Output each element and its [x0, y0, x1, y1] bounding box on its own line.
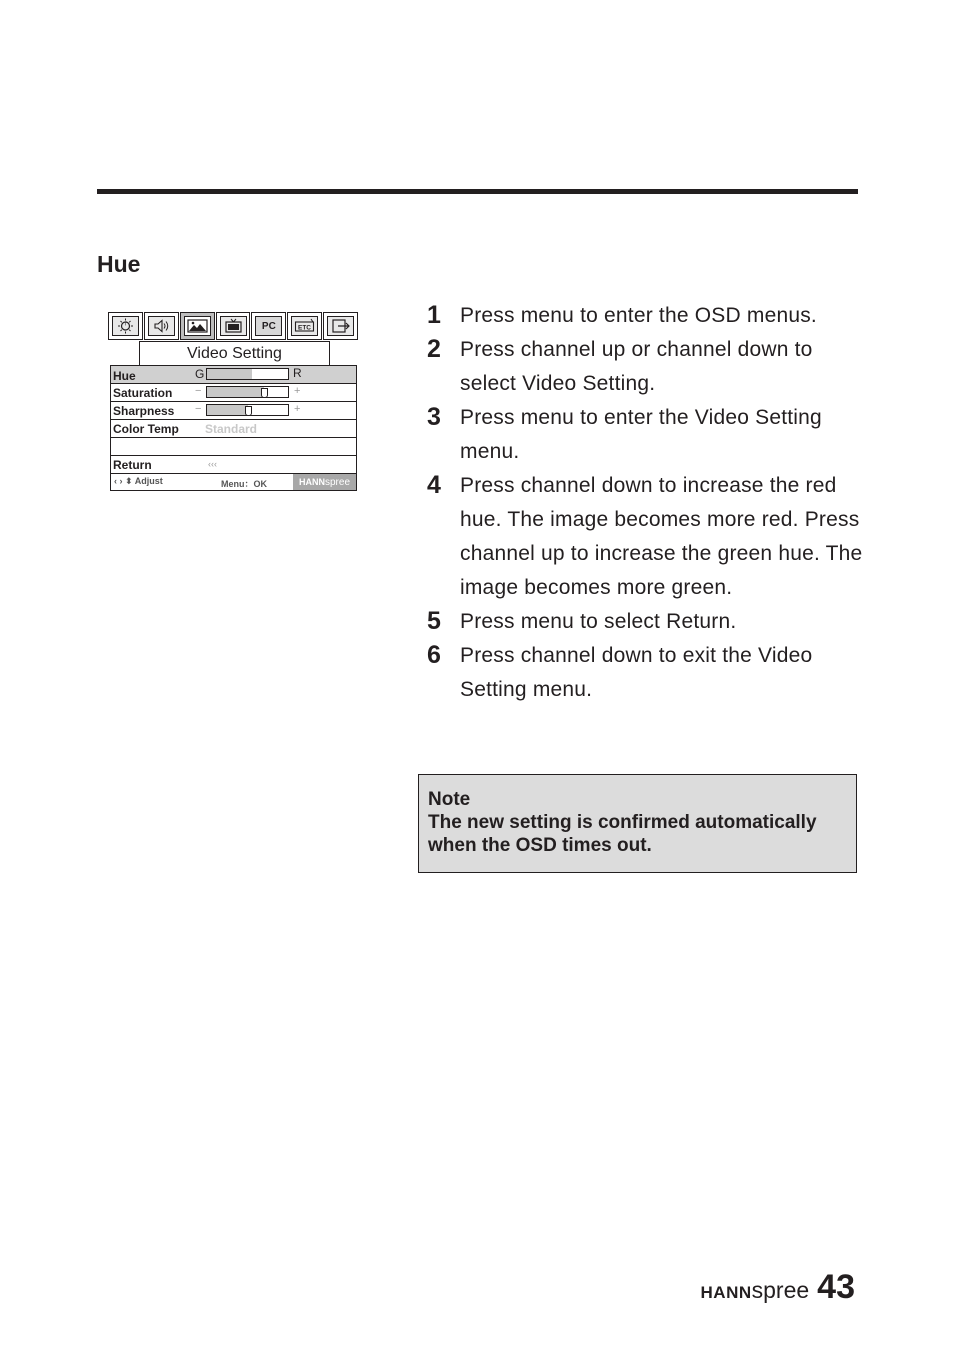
- sharpness-slider-fill: [207, 405, 248, 415]
- step-number: 1: [427, 301, 442, 329]
- video-setting-icon: [186, 318, 209, 334]
- osd-footer-adjust: [114, 476, 163, 487]
- step-number: 6: [427, 641, 442, 669]
- step-text: Press menu to select Return.: [460, 610, 737, 633]
- adjust-arrows-icon: ‹ › ⬍: [114, 476, 133, 486]
- etc-icon: [293, 318, 316, 334]
- note-box: [418, 774, 857, 873]
- top-rule: [97, 189, 858, 194]
- saturation-slider[interactable]: [206, 386, 289, 398]
- pc-icon: PC: [261, 320, 276, 332]
- osd-tab-tv[interactable]: [216, 312, 251, 340]
- hue-green-label: G: [195, 367, 205, 381]
- osd-tab-audio[interactable]: [144, 312, 179, 340]
- step-text: Press menu to enter the OSD menus.: [460, 304, 817, 327]
- osd-row-return[interactable]: [111, 456, 356, 474]
- step-item: [427, 401, 867, 469]
- osd-brand-bold: HANN: [298, 477, 325, 487]
- step-item: [427, 639, 867, 707]
- return-arrows-icon: ‹‹‹: [208, 459, 217, 469]
- step-text: Press channel down to exit the Video Setting menu.: [460, 644, 813, 701]
- page-number: 43: [817, 1268, 855, 1306]
- sharpness-plus: +: [294, 403, 301, 415]
- saturation-thumb[interactable]: [261, 388, 268, 398]
- step-item: [427, 299, 867, 333]
- step-text: Press menu to enter the Video Setting menu.: [460, 406, 822, 463]
- sharpness-thumb[interactable]: [245, 406, 252, 416]
- adjust-label: Adjust: [134, 476, 163, 486]
- step-number: 5: [427, 607, 442, 635]
- step-item: [427, 469, 867, 605]
- return-label: Return: [113, 458, 152, 472]
- steps-list: [427, 299, 867, 707]
- osd-icon-bar: [108, 312, 358, 340]
- step-item: [427, 333, 867, 401]
- osd-row-color-temp[interactable]: [111, 420, 356, 438]
- note-title: Note: [428, 789, 471, 810]
- osd-row-sharpness[interactable]: [111, 402, 356, 420]
- saturation-plus: +: [294, 385, 301, 397]
- osd-brand-logo: [293, 474, 356, 490]
- section-title: Hue: [97, 251, 141, 277]
- sharpness-slider[interactable]: [206, 404, 289, 416]
- hue-slider-fill: [207, 369, 252, 379]
- tv-icon: [222, 318, 245, 334]
- osd-footer: [111, 474, 356, 490]
- osd-settings-table: [110, 365, 357, 491]
- step-item: [427, 605, 867, 639]
- brand-bold: HANN: [700, 1283, 752, 1302]
- osd-footer-menu-ok: Menu：OK: [221, 479, 267, 489]
- osd-brand-light: spree: [324, 477, 350, 488]
- step-number: 2: [427, 335, 442, 363]
- etc-label: ETC: [298, 324, 312, 332]
- exit-icon: [329, 318, 352, 334]
- osd-row-saturation[interactable]: [111, 384, 356, 402]
- color-temp-value: Standard: [205, 422, 258, 436]
- saturation-slider-fill: [207, 387, 264, 397]
- audio-icon: [150, 318, 173, 334]
- osd-tab-brightness[interactable]: [108, 312, 143, 340]
- osd-row-hue[interactable]: [111, 366, 356, 384]
- brand-light: spree: [751, 1277, 810, 1303]
- osd-tab-pc[interactable]: [251, 312, 286, 340]
- hue-red-label: R: [293, 366, 302, 380]
- osd-title: Video Setting: [139, 341, 330, 365]
- note-body: The new setting is confirmed automatically when the OSD times out.: [428, 812, 817, 856]
- brightness-icon: [114, 318, 137, 334]
- brand-logo: [701, 1277, 810, 1304]
- hue-label: Hue: [113, 369, 136, 383]
- step-number: 4: [427, 471, 442, 499]
- osd-tab-exit[interactable]: [323, 312, 358, 340]
- saturation-minus: −: [195, 385, 202, 397]
- sharpness-label: Sharpness: [113, 404, 175, 418]
- osd-menu: [108, 312, 358, 489]
- color-temp-label: Color Temp: [113, 422, 179, 436]
- sharpness-minus: −: [195, 403, 202, 415]
- step-number: 3: [427, 403, 442, 431]
- osd-row-empty: [111, 438, 356, 456]
- page-footer: [701, 1268, 855, 1307]
- step-text: Press channel down to increase the red hue. The image becomes more red. Press channel up to increase the green hue. The image becomes more green.: [460, 474, 863, 599]
- osd-tab-etc[interactable]: [287, 312, 322, 340]
- hue-slider[interactable]: [206, 368, 289, 380]
- osd-tab-video-setting[interactable]: [180, 312, 215, 340]
- step-text: Press channel up or channel down to select Video Setting.: [460, 338, 813, 395]
- saturation-label: Saturation: [113, 386, 173, 400]
